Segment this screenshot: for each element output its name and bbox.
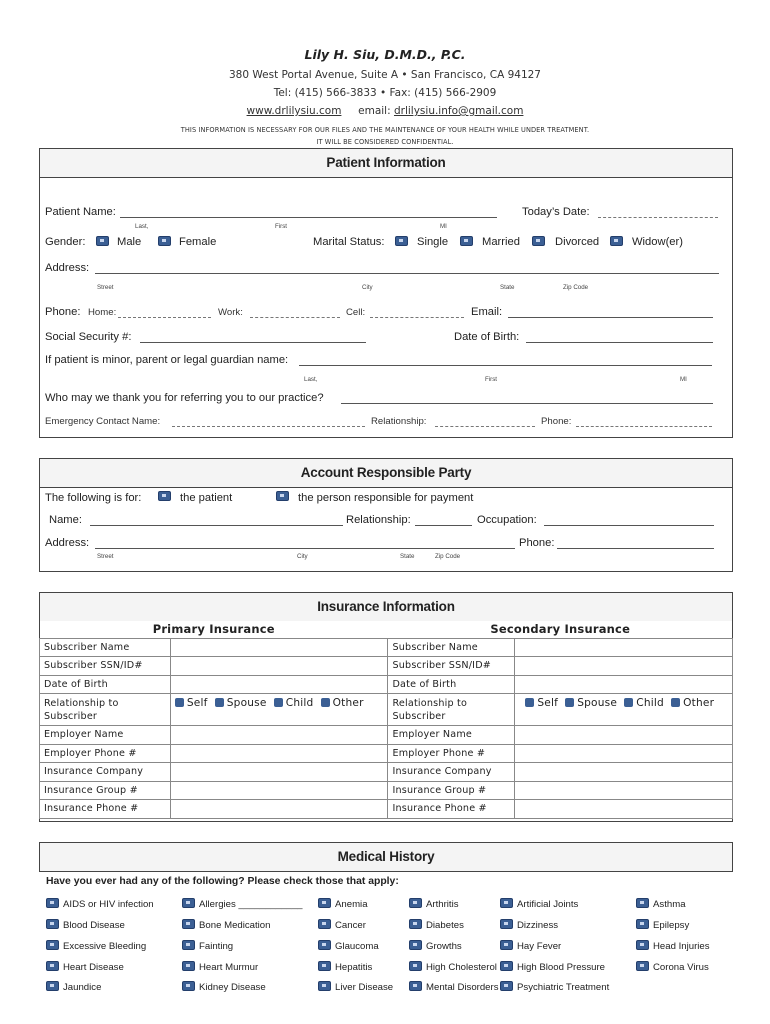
patient-email-field[interactable] (508, 317, 713, 318)
table-row (40, 675, 733, 694)
table-row (40, 763, 733, 782)
self-option[interactable]: Self (175, 697, 208, 709)
checkbox-icon[interactable] (182, 981, 195, 991)
primary-group-field[interactable] (170, 781, 388, 800)
spouse-option[interactable]: Spouse (215, 697, 267, 709)
condition-item[interactable] (318, 918, 366, 931)
checkbox-icon (525, 698, 534, 707)
row-label: Employer Name (40, 726, 171, 745)
secondary-employer-phone-field[interactable] (515, 744, 733, 763)
primary-insurance-company-field[interactable] (170, 763, 388, 782)
other-option[interactable]: Other (671, 697, 714, 709)
practice-phone-fax: Tel: (415) 566-3833 • Fax: (415) 566-2909 (273, 87, 497, 99)
primary-ssn-field[interactable] (170, 657, 388, 676)
street-caption: Street (97, 284, 114, 291)
condition-label: Heart Murmur (199, 962, 259, 973)
condition-label: Corona Virus (653, 962, 709, 973)
state-caption: State (500, 284, 515, 291)
secondary-group-field[interactable] (515, 781, 733, 800)
address-field[interactable] (95, 273, 719, 274)
condition-item[interactable] (500, 980, 609, 993)
checkbox-icon[interactable] (500, 919, 513, 929)
phone-label: Phone: (45, 306, 81, 318)
emergency-phone-field[interactable] (576, 426, 712, 427)
address-label: Address: (45, 262, 90, 274)
condition-item[interactable] (182, 960, 258, 973)
table-row (40, 694, 733, 726)
condition-label: Asthma (653, 899, 686, 910)
condition-item[interactable] (500, 939, 561, 952)
dob-label: Date of Birth: (454, 331, 520, 343)
female-label: Female (179, 236, 217, 248)
secondary-dob-field[interactable] (515, 675, 733, 694)
account-street-caption: Street (97, 553, 114, 560)
row-label: Employer Phone # (388, 744, 515, 763)
condition-item[interactable] (182, 918, 270, 931)
child-option[interactable]: Child (274, 697, 314, 709)
condition-item[interactable] (409, 960, 497, 973)
emergency-relationship-field[interactable] (435, 426, 535, 427)
condition-label: Growths (426, 941, 462, 952)
checkbox-icon[interactable] (318, 898, 331, 908)
primary-subscriber-name-field[interactable] (170, 638, 388, 657)
row-label: Employer Phone # (40, 744, 171, 763)
table-row (40, 657, 733, 676)
emergency-phone-label: Phone: (541, 416, 572, 427)
row-label: Date of Birth (388, 675, 515, 694)
row-label: Employer Name (388, 726, 515, 745)
zip-caption: Zip Code (563, 284, 589, 291)
condition-item[interactable] (636, 939, 710, 952)
ssn-label: Social Security #: (45, 331, 132, 343)
condition-item[interactable] (636, 897, 686, 910)
city-caption: City (362, 284, 373, 291)
email-link[interactable]: drlilysiu.info@gmail.com (393, 105, 524, 117)
secondary-ssn-field[interactable] (515, 657, 733, 676)
divorced-checkbox[interactable] (532, 236, 545, 246)
checkbox-icon[interactable] (636, 940, 649, 950)
checkbox-icon[interactable] (500, 898, 513, 908)
primary-dob-field[interactable] (170, 675, 388, 694)
guardian-first-caption: First (485, 376, 498, 383)
condition-item[interactable] (318, 960, 372, 973)
secondary-insurance-heading: Secondary Insurance (388, 620, 733, 638)
condition-label: Arthritis (426, 899, 459, 910)
patient-name-field[interactable] (120, 217, 497, 218)
condition-item[interactable] (46, 939, 146, 952)
checkbox-icon[interactable] (500, 981, 513, 991)
condition-item[interactable] (46, 918, 125, 931)
guardian-last-caption: Last, (304, 376, 318, 383)
account-address-label: Address: (45, 537, 90, 549)
table-row (40, 638, 733, 657)
row-label: Insurance Group # (388, 781, 515, 800)
practice-name: Lily H. Siu, D.M.D., P.C. (304, 47, 466, 62)
condition-item[interactable] (409, 939, 462, 952)
guardian-label: If patient is minor, parent or legal guardian name: (45, 354, 289, 366)
checkbox-icon[interactable] (182, 961, 195, 971)
condition-item[interactable] (46, 897, 154, 910)
checkbox-icon[interactable] (409, 898, 422, 908)
work-phone-field[interactable] (250, 317, 340, 318)
table-row (40, 800, 733, 819)
row-label: Subscriber Name (388, 638, 515, 657)
secondary-insurance-company-field[interactable] (515, 763, 733, 782)
guardian-mi-caption: MI (680, 376, 687, 383)
condition-item[interactable] (46, 980, 101, 993)
condition-label: Allergies ____________ (199, 899, 303, 910)
account-phone-field[interactable] (557, 548, 714, 549)
insurance-heading: Insurance Information (39, 592, 733, 621)
married-label: Married (482, 236, 520, 248)
row-label: Subscriber SSN/ID# (40, 657, 171, 676)
condition-label: Anemia (335, 899, 368, 910)
condition-label: Diabetes (426, 920, 464, 931)
condition-item[interactable] (318, 939, 379, 952)
checkbox-icon[interactable] (182, 940, 195, 950)
checkbox-icon[interactable] (318, 961, 331, 971)
website-link[interactable]: www.drlilysiu.com (246, 105, 342, 117)
single-checkbox[interactable] (395, 236, 408, 246)
following-for-label: The following is for: (45, 492, 142, 504)
patient-info-heading: Patient Information (39, 148, 733, 178)
primary-insurance-heading: Primary Insurance (40, 620, 388, 638)
checkbox-icon (671, 698, 680, 707)
responsible-option-label: the person responsible for payment (298, 492, 474, 504)
checkbox-icon[interactable] (636, 919, 649, 929)
marital-status-label: Marital Status: (313, 236, 385, 248)
row-label: Insurance Company (388, 763, 515, 782)
primary-insurance-phone-field[interactable] (170, 800, 388, 819)
condition-item[interactable] (409, 918, 464, 931)
checkbox-icon (624, 698, 633, 707)
condition-item[interactable] (409, 980, 499, 993)
checkbox-icon[interactable] (46, 961, 59, 971)
work-label: Work: (218, 307, 243, 318)
checkbox-icon[interactable] (636, 961, 649, 971)
emergency-relationship-label: Relationship: (371, 416, 427, 427)
responsible-option-checkbox[interactable] (276, 491, 289, 501)
emergency-contact-label: Emergency Contact Name: (45, 416, 161, 427)
checkbox-icon[interactable] (318, 919, 331, 929)
dob-field[interactable] (526, 342, 713, 343)
divorced-label: Divorced (555, 236, 600, 248)
child-option[interactable]: Child (624, 697, 664, 709)
checkbox-icon (175, 698, 184, 707)
account-relationship-label: Relationship: (346, 514, 411, 526)
condition-item[interactable] (500, 960, 605, 973)
account-phone-label: Phone: (519, 537, 555, 549)
patient-option-checkbox[interactable] (158, 491, 171, 501)
checkbox-icon[interactable] (318, 940, 331, 950)
cell-label: Cell: (346, 307, 366, 318)
account-city-caption: City (297, 553, 308, 560)
table-row (40, 726, 733, 745)
cell-phone-field[interactable] (370, 317, 464, 318)
row-label: Insurance Phone # (40, 800, 171, 819)
condition-label: High Blood Pressure (517, 962, 605, 973)
checkbox-icon[interactable] (636, 898, 649, 908)
checkbox-icon[interactable] (409, 961, 422, 971)
row-label: Insurance Phone # (388, 800, 515, 819)
checkbox-icon (321, 698, 330, 707)
condition-label: Hepatitis (335, 962, 373, 973)
primary-employer-name-field[interactable] (170, 726, 388, 745)
checkbox-icon[interactable] (500, 940, 513, 950)
condition-label: Psychiatric Treatment (517, 982, 610, 993)
male-checkbox[interactable] (96, 236, 109, 246)
condition-label: Glaucoma (335, 941, 379, 952)
condition-item[interactable] (409, 897, 459, 910)
condition-item[interactable] (182, 939, 233, 952)
practice-address: 380 West Portal Avenue, Suite A • San Francisco, CA 94127 (229, 69, 541, 81)
todays-date-label: Today’s Date: (522, 206, 590, 218)
condition-label: Blood Disease (63, 920, 125, 931)
condition-label: Hay Fever (517, 941, 562, 952)
condition-label: Cancer (335, 920, 366, 931)
gender-label: Gender: (45, 236, 86, 248)
checkbox-icon[interactable] (318, 981, 331, 991)
checkbox-icon[interactable] (182, 898, 195, 908)
row-label: Subscriber SSN/ID# (388, 657, 515, 676)
self-option[interactable]: Self (525, 697, 558, 709)
confidential-notice-1: THIS INFORMATION IS NECESSARY FOR OUR FILES AND THE MAINTENANCE OF YOUR HEALTH WHILE UNDER TREATMENT. (180, 126, 590, 134)
condition-item[interactable] (318, 980, 393, 993)
account-state-caption: State (400, 553, 415, 560)
account-relationship-field[interactable] (415, 525, 472, 526)
condition-item[interactable] (500, 897, 578, 910)
checkbox-icon[interactable] (409, 919, 422, 929)
female-checkbox[interactable] (158, 236, 171, 246)
account-name-field[interactable] (90, 525, 343, 526)
account-name-label: Name: (49, 514, 82, 526)
secondary-subscriber-name-field[interactable] (515, 638, 733, 657)
occupation-label: Occupation: (477, 514, 537, 526)
account-zip-caption: Zip Code (435, 553, 461, 560)
ssn-field[interactable] (140, 342, 366, 343)
condition-label: Bone Medication (199, 920, 271, 931)
checkbox-icon[interactable] (500, 961, 513, 971)
condition-item[interactable] (182, 980, 266, 993)
condition-item[interactable] (636, 918, 689, 931)
row-label: Insurance Group # (40, 781, 171, 800)
emergency-contact-field[interactable] (172, 426, 365, 427)
checkbox-icon[interactable] (46, 919, 59, 929)
condition-label: Epilepsy (653, 920, 690, 931)
secondary-insurance-phone-field[interactable] (515, 800, 733, 819)
widow-label: Widow(er) (632, 236, 683, 248)
patient-email-label: Email: (471, 306, 503, 318)
condition-label: Fainting (199, 941, 234, 952)
secondary-employer-name-field[interactable] (515, 726, 733, 745)
checkbox-icon (215, 698, 224, 707)
condition-label: Liver Disease (335, 982, 394, 993)
condition-label: AIDS or HIV infection (63, 899, 154, 910)
row-label: Relationship to Subscriber (40, 694, 171, 726)
primary-relationship-options (170, 694, 388, 726)
checkbox-icon[interactable] (46, 940, 59, 950)
condition-item[interactable] (318, 897, 368, 910)
referral-label: Who may we thank you for referring you to our practice? (45, 392, 324, 404)
secondary-relationship-options (515, 694, 733, 726)
table-row (40, 781, 733, 800)
condition-item[interactable] (636, 960, 709, 973)
checkbox-icon[interactable] (46, 981, 59, 991)
guardian-field[interactable] (299, 365, 712, 366)
checkbox-icon[interactable] (182, 919, 195, 929)
condition-label: Dizziness (517, 920, 559, 931)
medical-question: Have you ever had any of the following? Please check those that apply: (46, 876, 399, 887)
primary-employer-phone-field[interactable] (170, 744, 388, 763)
account-address-field[interactable] (95, 548, 515, 549)
occupation-field[interactable] (544, 525, 714, 526)
account-heading: Account Responsible Party (39, 458, 733, 488)
insurance-table (39, 620, 733, 819)
home-label: Home: (88, 307, 117, 318)
condition-label: Kidney Disease (199, 982, 266, 993)
condition-label: High Cholesterol (426, 962, 497, 973)
married-checkbox[interactable] (460, 236, 473, 246)
spouse-option[interactable]: Spouse (565, 697, 617, 709)
row-label: Subscriber Name (40, 638, 171, 657)
checkbox-icon[interactable] (46, 898, 59, 908)
checkbox-icon (274, 698, 283, 707)
condition-label: Head Injuries (653, 941, 710, 952)
condition-label: Jaundice (63, 982, 102, 993)
home-phone-field[interactable] (118, 317, 211, 318)
condition-item[interactable] (46, 960, 124, 973)
email-label: email: (358, 105, 391, 117)
other-option[interactable]: Other (321, 697, 364, 709)
single-label: Single (417, 236, 449, 248)
last-caption: Last, (135, 223, 149, 230)
patient-name-label: Patient Name: (45, 206, 116, 218)
first-caption: First (275, 223, 288, 230)
referral-field[interactable] (341, 403, 713, 404)
mi-caption: MI (440, 223, 447, 230)
table-row (40, 744, 733, 763)
medical-history-heading: Medical History (39, 842, 733, 872)
checkbox-icon (565, 698, 574, 707)
checkbox-icon[interactable] (409, 981, 422, 991)
confidential-notice-2: IT WILL BE CONSIDERED CONFIDENTIAL. (316, 138, 454, 146)
condition-label: Heart Disease (63, 962, 124, 973)
condition-label: Excessive Bleeding (63, 941, 147, 952)
condition-item[interactable] (500, 918, 558, 931)
row-label: Insurance Company (40, 763, 171, 782)
row-label: Date of Birth (40, 675, 171, 694)
practice-contact-line (0, 105, 770, 117)
condition-item[interactable] (182, 897, 302, 910)
condition-label: Artificial Joints (517, 899, 579, 910)
checkbox-icon[interactable] (409, 940, 422, 950)
patient-option-label: the patient (180, 492, 233, 504)
todays-date-field[interactable] (598, 217, 718, 218)
condition-label: Mental Disorders (426, 982, 499, 993)
widow-checkbox[interactable] (610, 236, 623, 246)
male-label: Male (117, 236, 142, 248)
row-label: Relationship to Subscriber (388, 694, 515, 726)
